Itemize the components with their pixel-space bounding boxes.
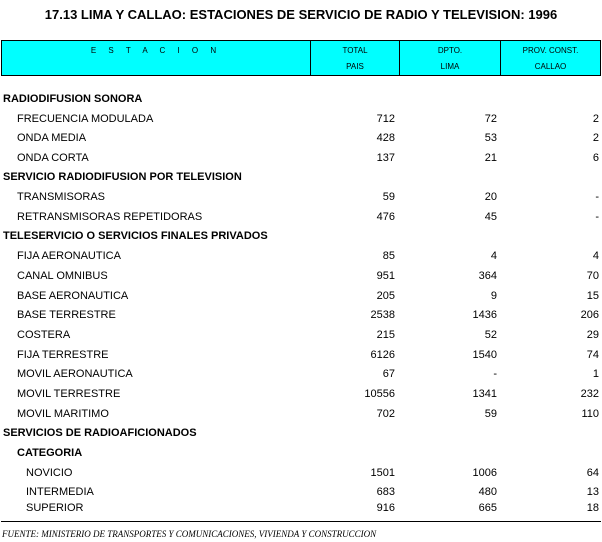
- row-label: COSTERA: [17, 329, 71, 341]
- cell-total-pais: 683: [376, 486, 395, 498]
- table-row: [0, 189, 602, 205]
- table-row: [0, 366, 602, 382]
- table-row: [0, 327, 602, 343]
- cell-total-pais: 428: [376, 132, 395, 144]
- table-row: [0, 288, 602, 304]
- cell-prov-callao: 1: [592, 368, 599, 380]
- cell-total-pais: 476: [376, 211, 395, 223]
- cell-total-pais: 10556: [364, 388, 395, 400]
- header-dpto-line2: LIMA: [440, 62, 460, 71]
- table-row: [0, 347, 602, 363]
- row-label: FIJA TERRESTRE: [17, 349, 109, 361]
- cell-prov-callao: 18: [586, 502, 599, 514]
- row-label: FRECUENCIA MODULADA: [17, 113, 154, 125]
- cell-total-pais: 137: [376, 152, 395, 164]
- page-title: 17.13 LIMA Y CALLAO: ESTACIONES DE SERVICIO DE RADIO Y TELEVISION: 1996: [44, 7, 558, 22]
- cell-dpto-lima: 1540: [472, 349, 497, 361]
- section-row: [0, 228, 602, 244]
- cell-prov-callao: 64: [586, 467, 599, 479]
- table-row: [0, 111, 602, 127]
- cell-dpto-lima: 1006: [472, 467, 497, 479]
- cell-dpto-lima: 53: [484, 132, 497, 144]
- cell-total-pais: 951: [376, 270, 395, 282]
- cell-total-pais: 205: [376, 290, 395, 302]
- cell-total-pais: 215: [376, 329, 395, 341]
- header-estacion-label: E S T A C I O N: [90, 46, 222, 55]
- row-label: FIJA AERONAUTICA: [17, 250, 121, 262]
- table-header: [1, 40, 601, 76]
- cell-prov-callao: 4: [592, 250, 599, 262]
- cell-dpto-lima: 20: [484, 191, 497, 203]
- cell-total-pais: 6126: [370, 349, 395, 361]
- cell-dpto-lima: 665: [478, 502, 497, 514]
- row-label: SERVICIOS DE RADIOAFICIONADOS: [3, 427, 197, 439]
- row-label: CANAL OMNIBUS: [17, 270, 108, 282]
- cell-dpto-lima: 59: [484, 408, 497, 420]
- header-prov-line1: PROV. CONST.: [522, 46, 579, 55]
- table-row: [0, 150, 602, 166]
- row-label: ONDA CORTA: [17, 152, 89, 164]
- row-label: RETRANSMISORAS REPETIDORAS: [17, 211, 203, 223]
- cell-dpto-lima: 4: [490, 250, 497, 262]
- table-row: [0, 307, 602, 323]
- cell-dpto-lima: 9: [490, 290, 497, 302]
- header-estacion: [2, 41, 310, 75]
- cell-prov-callao: 70: [586, 270, 599, 282]
- cell-prov-callao: -: [595, 211, 599, 223]
- cell-prov-callao: 6: [592, 152, 599, 164]
- row-label: BASE TERRESTRE: [17, 309, 116, 321]
- cell-dpto-lima: 480: [478, 486, 497, 498]
- cell-total-pais: 67: [382, 368, 395, 380]
- row-label: NOVICIO: [26, 467, 73, 479]
- cell-dpto-lima: 52: [484, 329, 497, 341]
- cell-dpto-lima: 1436: [472, 309, 497, 321]
- table-row: [0, 268, 602, 284]
- cell-prov-callao: 232: [580, 388, 599, 400]
- cell-prov-callao: -: [595, 191, 599, 203]
- cell-total-pais: 916: [376, 502, 395, 514]
- cell-total-pais: 1501: [370, 467, 395, 479]
- row-label: MOVIL MARITIMO: [17, 408, 109, 420]
- table-row: [0, 500, 602, 516]
- table-row: [0, 406, 602, 422]
- cell-total-pais: 59: [382, 191, 395, 203]
- footer-divider: [1, 521, 601, 522]
- row-label: ONDA MEDIA: [17, 132, 87, 144]
- cell-prov-callao: 74: [586, 349, 599, 361]
- cell-dpto-lima: 45: [484, 211, 497, 223]
- row-label: TELESERVICIO O SERVICIOS FINALES PRIVADOS: [3, 230, 268, 242]
- cell-prov-callao: 206: [580, 309, 599, 321]
- cell-prov-callao: 110: [581, 408, 599, 420]
- cell-prov-callao: 13: [586, 486, 599, 498]
- header-prov-callao: [500, 41, 600, 75]
- source-note: FUENTE: MINISTERIO DE TRANSPORTES Y COMUNICACIONES, VIVIENDA Y CONSTRUCCION: [2, 529, 377, 539]
- header-dpto-line1: DPTO.: [437, 46, 463, 55]
- section-row: [0, 91, 602, 107]
- row-label: MOVIL TERRESTRE: [17, 388, 121, 400]
- cell-dpto-lima: 1341: [472, 388, 497, 400]
- section-row: [0, 425, 602, 441]
- cell-total-pais: 2538: [370, 309, 395, 321]
- header-total-line1: TOTAL: [342, 46, 368, 55]
- cell-dpto-lima: 72: [484, 113, 497, 125]
- header-dpto-lima: [399, 41, 500, 75]
- header-total-pais: [310, 41, 399, 75]
- cell-total-pais: 712: [376, 113, 395, 125]
- cell-total-pais: 702: [376, 408, 395, 420]
- cell-prov-callao: 2: [592, 132, 599, 144]
- header-total-line2: PAIS: [346, 62, 364, 71]
- subsection-row: [0, 445, 602, 461]
- row-label: SERVICIO RADIODIFUSION POR TELEVISION: [3, 171, 242, 183]
- table-row: [0, 484, 602, 500]
- cell-prov-callao: 29: [586, 329, 599, 341]
- cell-dpto-lima: 21: [484, 152, 497, 164]
- table-row: [0, 130, 602, 146]
- table-row: [0, 465, 602, 481]
- section-row: [0, 169, 602, 185]
- row-label: INTERMEDIA: [26, 486, 94, 498]
- row-label: CATEGORIA: [17, 447, 83, 459]
- row-label: TRANSMISORAS: [17, 191, 106, 203]
- row-label: MOVIL AERONAUTICA: [17, 368, 133, 380]
- row-label: SUPERIOR: [26, 502, 84, 514]
- table-row: [0, 386, 602, 402]
- table-row: [0, 209, 602, 225]
- row-label: RADIODIFUSION SONORA: [3, 93, 143, 105]
- cell-prov-callao: 2: [592, 113, 599, 125]
- table-row: [0, 248, 602, 264]
- cell-total-pais: 85: [382, 250, 395, 262]
- cell-dpto-lima: 364: [478, 270, 497, 282]
- cell-prov-callao: 15: [586, 290, 599, 302]
- header-prov-line2: CALLAO: [534, 62, 567, 71]
- row-label: BASE AERONAUTICA: [17, 290, 129, 302]
- cell-dpto-lima: -: [493, 368, 497, 380]
